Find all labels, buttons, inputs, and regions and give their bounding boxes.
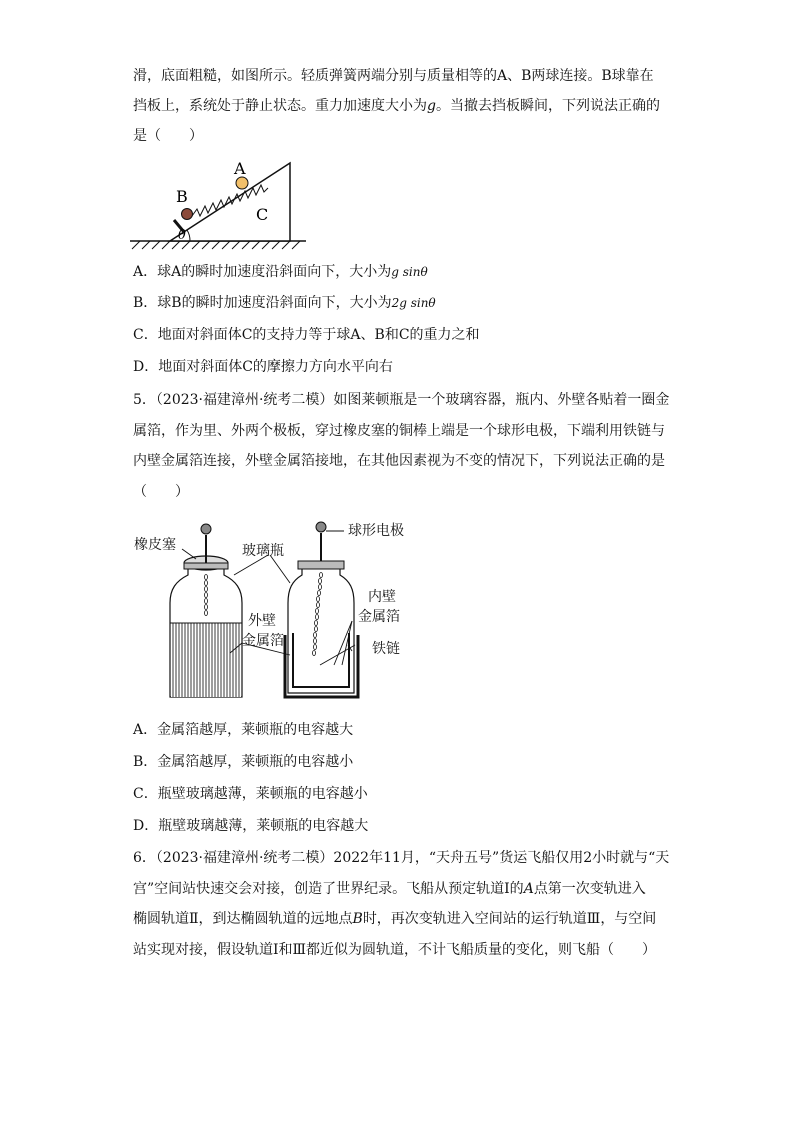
left-jar [170, 524, 242, 697]
q6-line2-a: 宫”空间站快速交会对接，创造了世界纪录。飞船从预定轨道Ⅰ的 [133, 881, 524, 897]
q4-stem-line-2 [133, 96, 660, 116]
q5-stem-line-3: 内壁金属箔连接，外壁金属箔接地，在其他因素视为不变的情况下，下列说法正确的是 [133, 453, 665, 469]
q5-stem-line-4: （ ） [133, 484, 189, 500]
g-symbol: g [427, 98, 436, 114]
q5-stem-line-2: 属箔，作为里、外两个极板，穿过橡皮塞的铜棒上端是一个球形电极，下端利用铁链与 [133, 423, 665, 439]
q6-line3-a: 椭圆轨道Ⅱ，到达椭圆轨道的远地点 [133, 911, 353, 927]
q4-option-a-formula: g sinθ [391, 265, 428, 279]
q5-option-a: A．金属箔越厚，莱顿瓶的电容越大 [133, 722, 354, 738]
right-jar [285, 522, 358, 697]
label-glass-bottle: 玻璃瓶 [242, 543, 284, 559]
incline-figure [128, 152, 308, 252]
q6-line3-b: 时，再次变轨进入空间站的运行轨道Ⅲ，与空间 [362, 911, 657, 927]
label-a: A [234, 159, 246, 178]
outer-foil-left [171, 623, 241, 697]
wedge-c [170, 163, 290, 241]
point-a: A [523, 881, 534, 897]
q4-option-b [133, 293, 436, 313]
ball-b [182, 209, 193, 220]
q6-line2-b: 点第一次变轨进入 [533, 881, 646, 897]
q6-stem-line-4: 站实现对接，假设轨道Ⅰ和Ⅲ都近似为圆轨道，不计飞船质量的变化，则飞船（ ） [133, 942, 657, 958]
label-chain: 铁链 [372, 641, 400, 657]
q4-stem-line-3: 是（ ） [133, 128, 203, 144]
q4-stem-text-cont: 。当撤去挡板瞬间，下列说法正确的 [435, 98, 660, 114]
q5-option-b: B．金属箔越厚，莱顿瓶的电容越小 [133, 754, 354, 770]
q4-option-b-formula: 2g sinθ [391, 296, 436, 310]
label-inner-foil-2: 金属箔 [358, 609, 400, 625]
label-b: B [176, 187, 188, 206]
q4-stem-line-1: 滑，底面粗糙，如图所示。轻质弹簧两端分别与质量相等的A、B两球连接。B球靠在 [133, 68, 654, 84]
q4-option-b-text: B．球B的瞬时加速度沿斜面向下，大小为 [133, 295, 392, 311]
q4-option-c: C．地面对斜面体C的支持力等于球A、B和C的重力之和 [133, 327, 480, 343]
label-outer-foil-1: 外壁 [248, 613, 276, 629]
q4-option-d: D．地面对斜面体C的摩擦力方向水平向右 [133, 359, 393, 375]
q4-stem-text: 挡板上，系统处于静止状态。重力加速度大小为 [133, 98, 427, 114]
q6-stem-line-3 [133, 909, 656, 929]
label-theta: θ [178, 228, 186, 243]
label-outer-foil-2: 金属箔 [242, 633, 284, 649]
point-b: B [352, 911, 363, 927]
q5-option-c: C．瓶壁玻璃越薄，莱顿瓶的电容越小 [133, 786, 368, 802]
q4-option-a-text: A．球A的瞬时加速度沿斜面向下，大小为 [133, 264, 392, 280]
label-electrode: 球形电极 [348, 523, 404, 539]
q6-stem-line-1: 6．（2023·福建漳州·统考二模）2022年11月，“天舟五号”货运飞船仅用2小时就与“天 [133, 850, 670, 866]
q5-stem-line-1: 5．（2023·福建漳州·统考二模）如图莱顿瓶是一个玻璃容器，瓶内、外壁各贴着一圈金 [133, 392, 670, 408]
label-inner-foil-1: 内壁 [368, 589, 396, 605]
label-c: C [256, 205, 269, 224]
q6-stem-line-2 [133, 879, 646, 899]
q5-option-d: D．瓶壁玻璃越薄，莱顿瓶的电容越大 [133, 818, 369, 834]
q4-option-a [133, 262, 428, 282]
ball-a [236, 177, 248, 189]
leyden-jar-figure [130, 515, 430, 710]
label-stopper: 橡皮塞 [134, 537, 176, 553]
